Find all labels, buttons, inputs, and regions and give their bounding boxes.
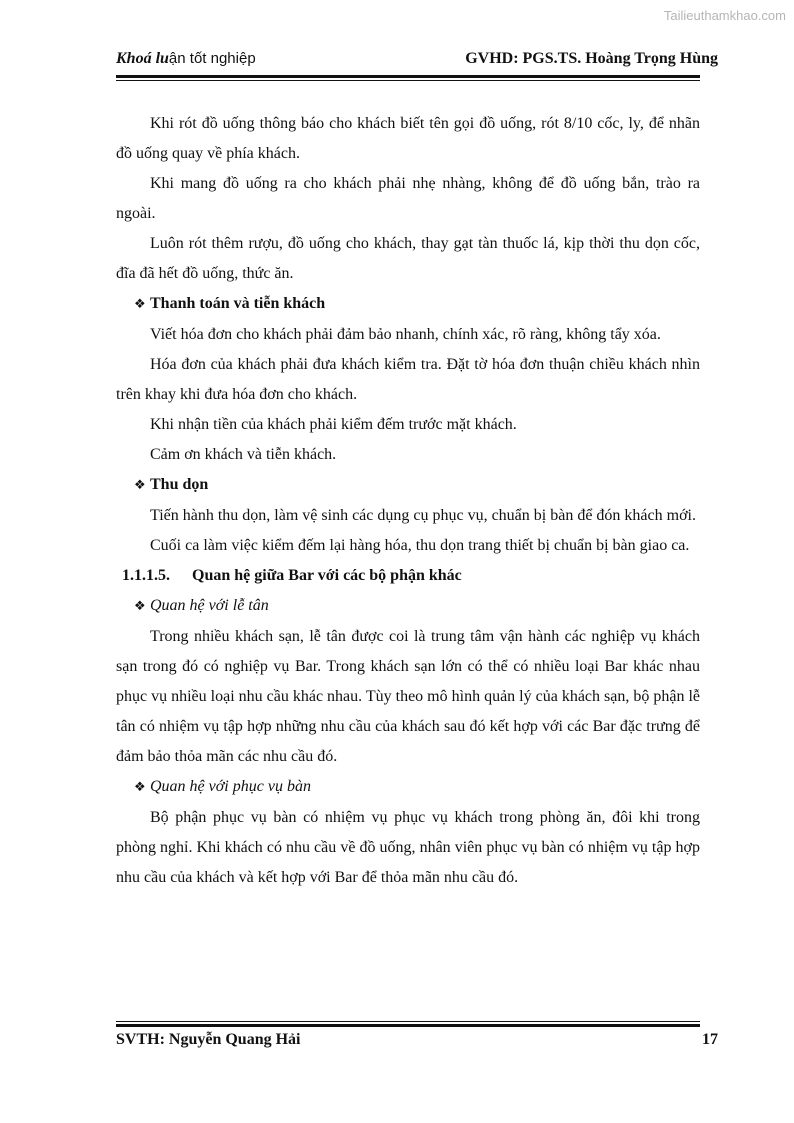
heading-cleanup: Thu dọn [150, 476, 209, 493]
heading-table-service: Quan hệ với phục vụ bàn [150, 778, 311, 795]
paragraph: Bộ phận phục vụ bàn có nhiệm vụ phục vụ khách trong phòng ăn, đôi khi trong phòng nghỉ. Khi khách có nhu cầu về đồ uống, nhân viên phục vụ bàn có nhiệm vụ tập hợp nhu cầu của khách và kết hợp với Bar để thỏa mãn nhu cầu đó. [116, 809, 700, 886]
paragraph: Khi mang đồ uống ra cho khách phải nhẹ nhàng, không để đồ uống bắn, trào ra ngoài. [116, 175, 700, 222]
header-thesis-rest: ận tốt nghiệp [168, 50, 256, 67]
header-thesis-label [116, 50, 256, 68]
header-advisor: GVHD: PGS.TS. Hoàng Trọng Hùng [465, 50, 718, 67]
diamond-bullet-icon: ❖ [134, 599, 146, 614]
section-number: 1.1.1.5. [122, 567, 170, 584]
paragraph: Viết hóa đơn cho khách phải đảm bảo nhanh, chính xác, rõ ràng, không tẩy xóa. [150, 326, 661, 343]
footer-student: SVTH: Nguyễn Quang Hải [116, 1031, 301, 1048]
paragraph: Luôn rót thêm rượu, đồ uống cho khách, thay gạt tàn thuốc lá, kịp thời thu dọn cốc, đĩa đã hết đồ uống, thức ăn. [116, 235, 700, 282]
diamond-bullet-icon: ❖ [134, 780, 146, 795]
heading-payment: Thanh toán và tiễn khách [150, 295, 326, 312]
footer-rule-thin [116, 1021, 700, 1022]
page-number: 17 [702, 1031, 718, 1048]
section-title: Quan hệ giữa Bar với các bộ phận khác [192, 567, 462, 584]
paragraph: Khi rót đồ uống thông báo cho khách biết tên gọi đồ uống, rót 8/10 cốc, ly, để nhãn đồ uống quay về phía khách. [116, 115, 700, 162]
paragraph: Trong nhiều khách sạn, lễ tân được coi là trung tâm vận hành các nghiệp vụ khách sạn trong đó có nghiệp vụ Bar. Trong khách sạn lớn có thể có nhiều loại Bar khác nhau phục vụ nhiều loại nhu cầu khác nhau. Tùy theo mô hình quản lý của khách sạn, bộ phận lễ tân có nhiệm vụ tập hợp những nhu cầu của khách sau đó kết hợp với các Bar đặc trưng để đảm bảo thỏa mãn các nhu cầu đó. [116, 628, 700, 765]
diamond-bullet-icon: ❖ [134, 478, 146, 493]
page-body [116, 109, 700, 893]
header-thesis-italic: Khoá lu [116, 50, 169, 67]
page-footer [116, 1031, 718, 1049]
footer-rule-thick [116, 1024, 700, 1027]
section-heading [116, 561, 700, 591]
bullet-heading [116, 772, 700, 803]
paragraph: Khi nhận tiền của khách phải kiểm đếm trước mặt khách. [150, 416, 517, 433]
paragraph: Tiến hành thu dọn, làm vệ sinh các dụng cụ phục vụ, chuẩn bị bàn để đón khách mới. [150, 507, 696, 524]
diamond-bullet-icon: ❖ [134, 297, 146, 312]
bullet-heading [116, 289, 700, 320]
header-rule-thick [116, 75, 700, 78]
paragraph: Cảm ơn khách và tiễn khách. [150, 446, 337, 463]
paragraph: Cuối ca làm việc kiểm đếm lại hàng hóa, thu dọn trang thiết bị chuẩn bị bàn giao ca. [150, 537, 690, 554]
heading-reception: Quan hệ với lễ tân [150, 597, 269, 614]
watermark: Tailieuthamkhao.com [663, 8, 786, 23]
header-rule-thin [116, 80, 700, 81]
page-header [116, 50, 718, 72]
paragraph: Hóa đơn của khách phải đưa khách kiểm tra. Đặt tờ hóa đơn thuận chiều khách nhìn trên khay khi đưa hóa đơn cho khách. [116, 356, 700, 403]
bullet-heading [116, 470, 700, 501]
bullet-heading [116, 591, 700, 622]
